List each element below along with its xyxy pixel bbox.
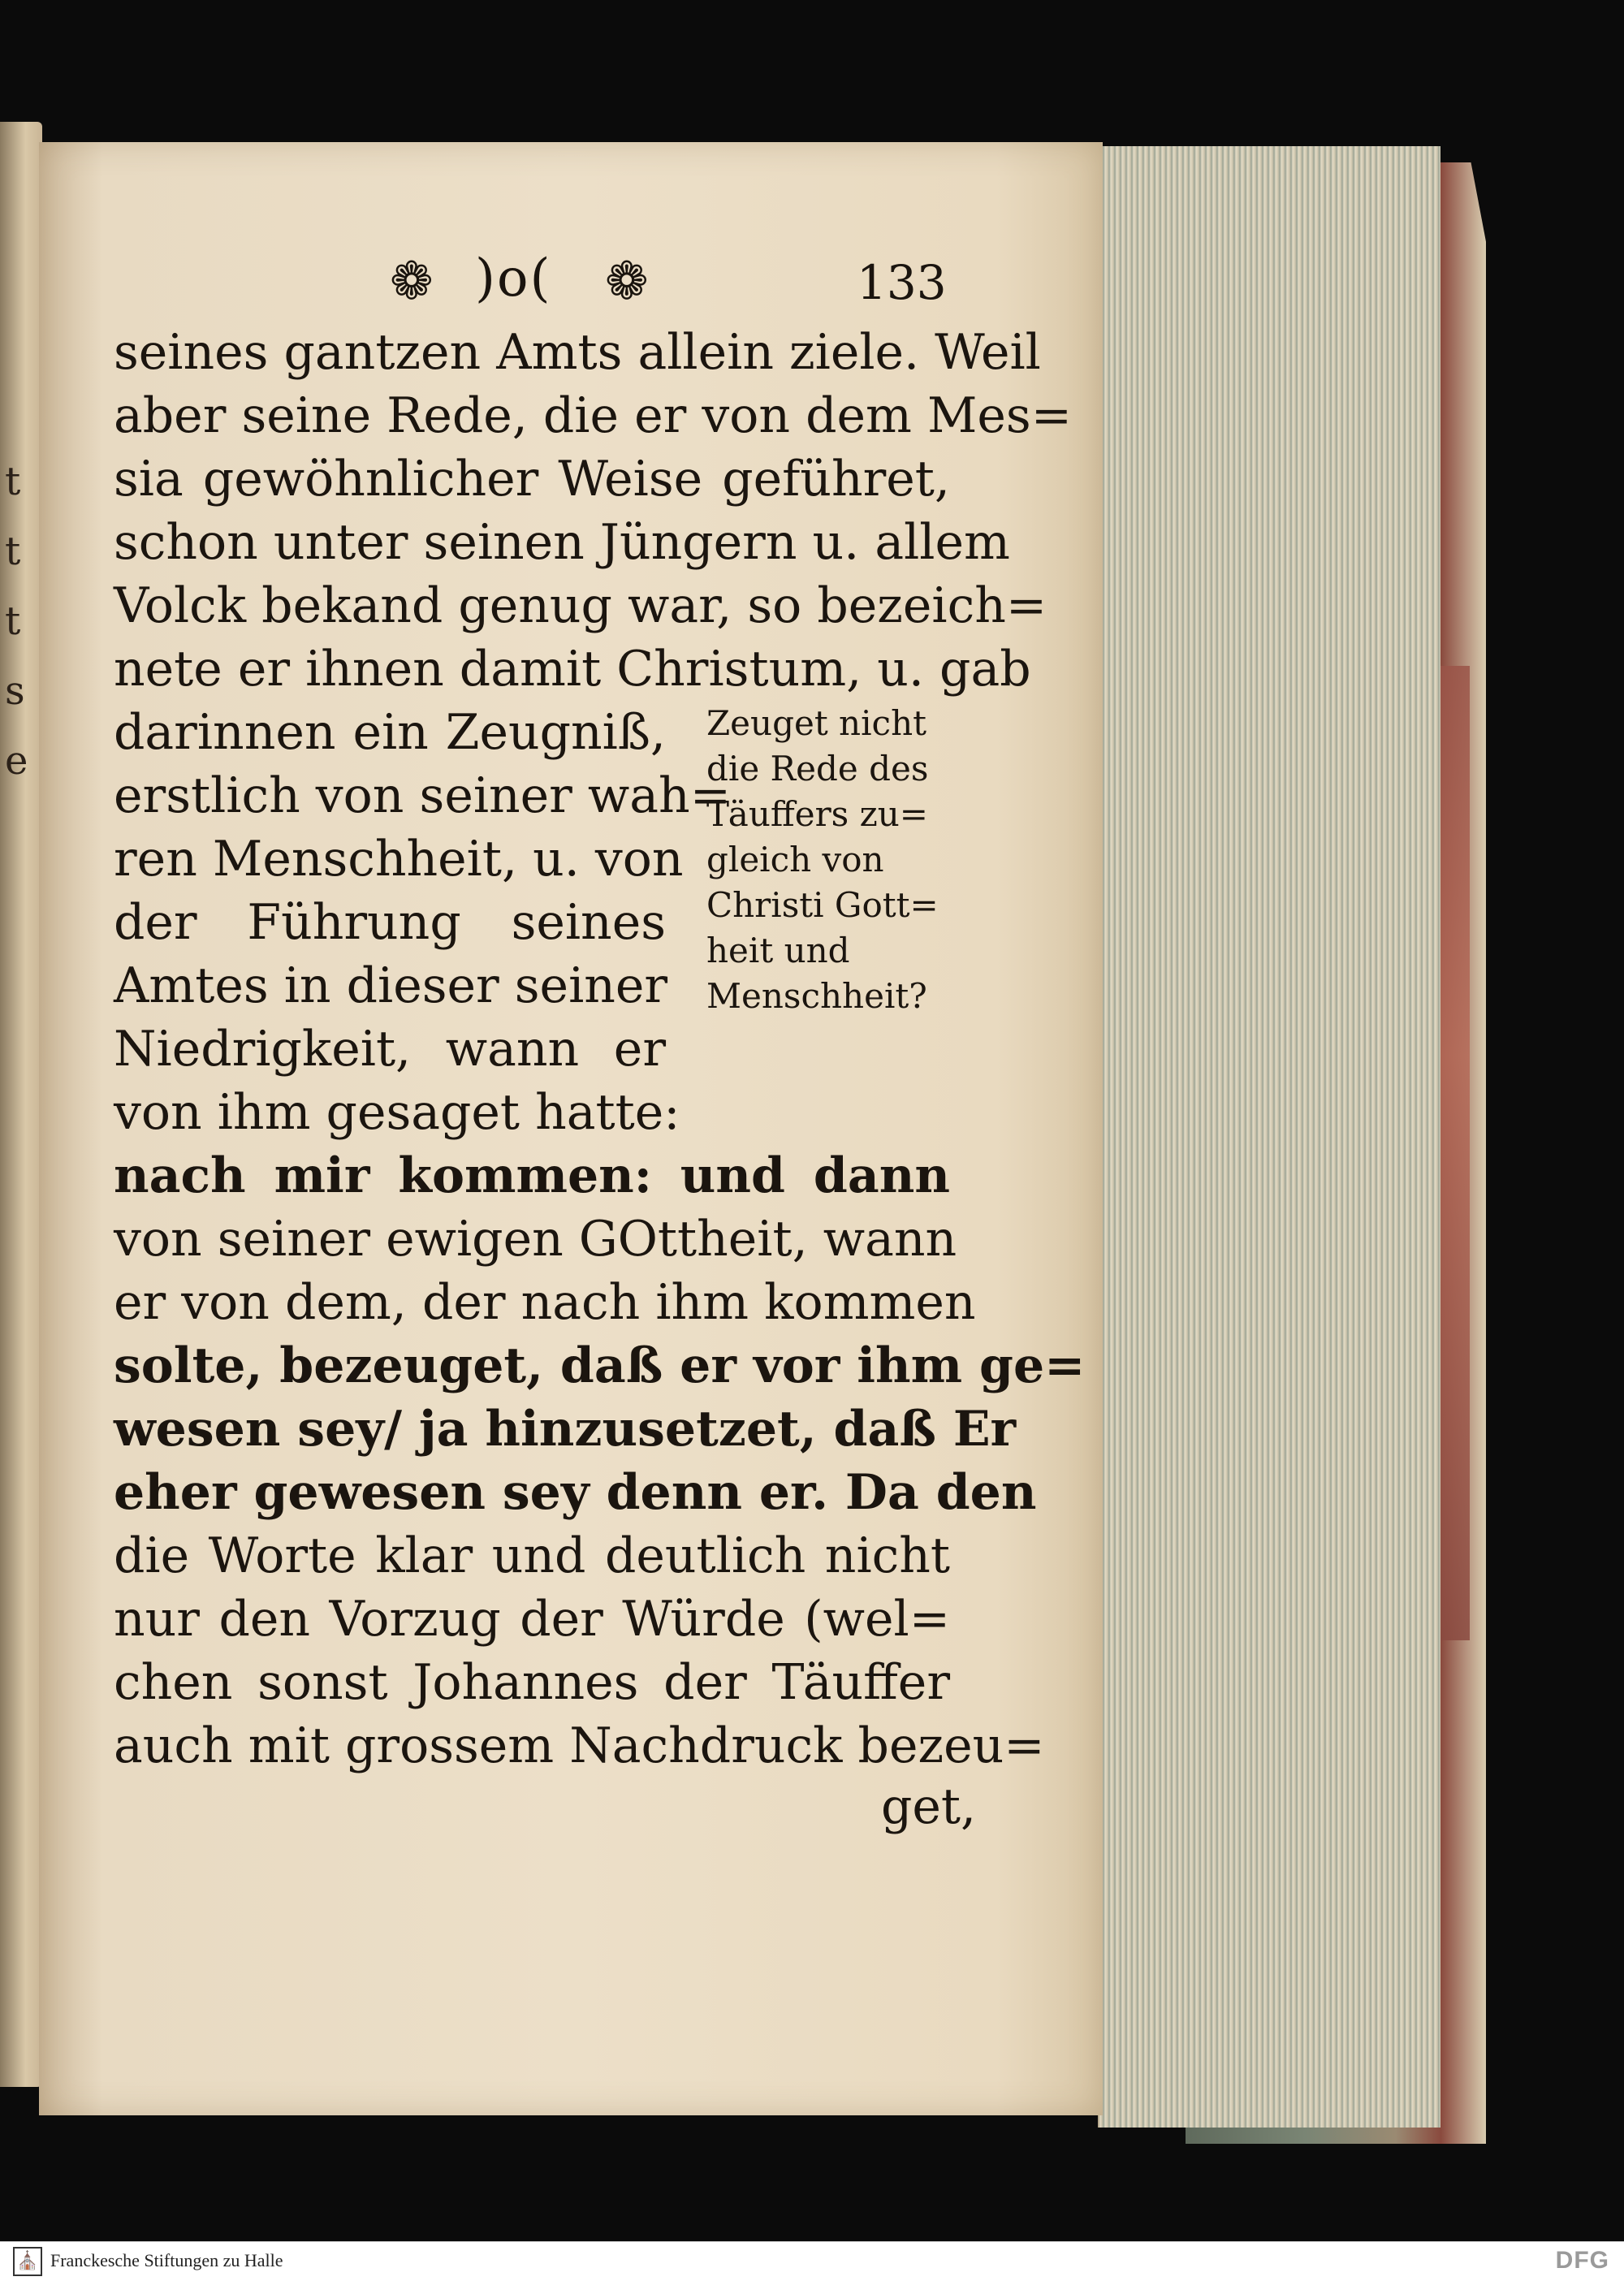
left-page-fragment: e <box>5 738 28 784</box>
dfg-logo: DFG <box>1555 2247 1609 2274</box>
marginal-note-line: die Rede des <box>706 749 929 788</box>
left-page-fragment: t <box>5 529 21 574</box>
text-line: schon unter seinen Jüngern u. allem <box>114 514 1010 571</box>
text-line: solte, bezeuget, daß er vor ihm ge= <box>114 1337 1086 1394</box>
text-line: wesen sey/ ja hinzusetzet, daß Er <box>114 1401 1017 1458</box>
text-line: aber seine Rede, die er von dem Mes= <box>114 387 1072 444</box>
text-line: der Führung seines <box>114 894 666 951</box>
marginal-note-line: Christi Gott= <box>706 885 939 925</box>
text-line: chen sonst Johannes der Täuffer <box>114 1654 950 1711</box>
institution-logo-icon: ⛪ <box>13 2247 42 2276</box>
left-page-fragment: t <box>5 459 21 504</box>
text-line: nete er ihnen damit Christum, u. gab <box>114 641 1031 698</box>
header-mark: )o( <box>475 248 552 309</box>
left-page-fragment: s <box>5 668 25 714</box>
text-line: Volck bekand genug war, so bezeich= <box>114 577 1047 634</box>
footer-bar <box>0 2241 1624 2281</box>
text-line: auch mit grossem Nachdruck bezeu= <box>114 1717 1045 1774</box>
text-line: eher gewesen sey denn er. Da den <box>114 1464 1037 1521</box>
text-line: von ihm gesaget hatte: <box>114 1084 680 1141</box>
text-line: er von dem, der nach ihm kommen <box>114 1274 976 1331</box>
marginal-note-line: heit und <box>706 931 850 970</box>
marginal-note <box>706 701 950 1019</box>
text-line: von seiner ewigen GOttheit, wann <box>114 1211 957 1268</box>
text-line: ren Menschheit, u. von <box>114 831 684 888</box>
text-line: seines gantzen Amts allein ziele. Weil <box>114 324 1041 381</box>
text-line: nur den Vorzug der Würde (wel= <box>114 1591 950 1648</box>
text-block-top <box>114 321 1072 701</box>
text-line: Amtes in dieser seiner <box>114 957 668 1014</box>
text-block-left-column <box>114 701 731 1144</box>
running-header <box>390 244 958 317</box>
rosette-ornament-icon: ❁ <box>605 252 649 312</box>
marginal-note-line: Zeuget nicht <box>706 703 926 743</box>
catchword: get, <box>881 1778 977 1835</box>
marginal-note-line: Menschheit? <box>706 976 927 1016</box>
text-line: erstlich von seiner wah= <box>114 767 731 824</box>
institution-label: Franckesche Stiftungen zu Halle <box>50 2250 283 2270</box>
text-line: sia gewöhnlicher Weise geführet, <box>114 451 950 508</box>
left-page-fragments <box>5 447 37 796</box>
marginal-note-line: gleich von <box>706 840 884 879</box>
marginal-note-line: Täuffers zu= <box>706 794 928 834</box>
left-page-fragment: t <box>5 598 21 644</box>
page-number: 133 <box>857 255 947 310</box>
left-page-edge <box>0 122 42 2087</box>
text-line: nach mir kommen: und dann <box>114 1147 950 1204</box>
text-line: darinnen ein Zeugniß, <box>114 704 666 761</box>
text-line: die Worte klar und deutlich nicht <box>114 1527 950 1584</box>
rosette-ornament-icon: ❁ <box>390 252 434 312</box>
text-block-bottom <box>114 1144 1086 1778</box>
text-line: Niedrigkeit, wann er <box>114 1021 666 1078</box>
page-edges <box>1098 146 1440 2128</box>
